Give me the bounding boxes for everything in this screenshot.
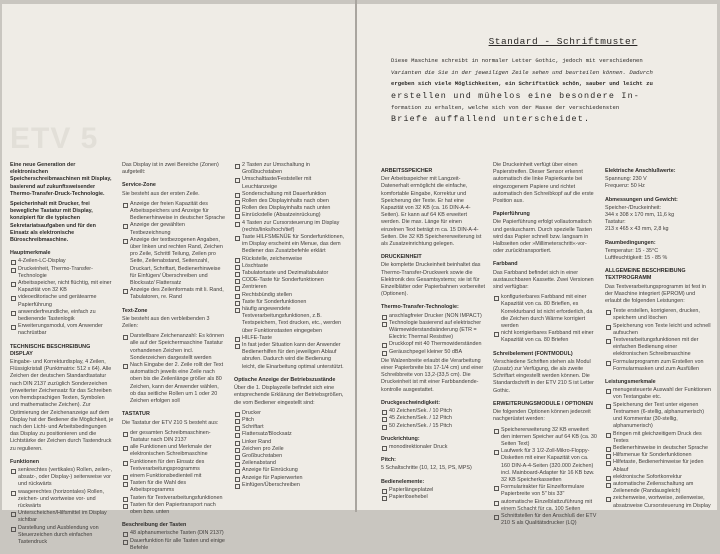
section-heading: Druckrichtung: xyxy=(381,435,420,442)
list-item: konfigurierbares Farbband mit einer Kapazität von ca. 80 Brieflen, es Korrekturband ist nicht erforderlich, da die Zeichen durch Wärme korrigiert werden xyxy=(493,294,597,330)
paragraph: Die Druckeinheit verfügt über einen Papierstreifen. Dieser Sensor erkennt automatisch die linke Papierkante bei eingezogenem Papiere und richtet automatisch den Schreibkopf auf die erste Position aus. xyxy=(493,162,594,205)
feature-list xyxy=(10,467,114,546)
section-heading: Farbband xyxy=(493,261,518,268)
sample-line-normal-2: formation zu erhalten, welche sich von der Masse der verschiedensten xyxy=(391,103,620,111)
section-heading: ALLGEMEINE BESCHREIBUNG TEXTPROGRAMM xyxy=(605,268,686,282)
right-column-3 xyxy=(605,162,713,512)
list-item: Unterscheichen/Hilfsmittel im Display sichtbar xyxy=(10,510,114,524)
list-item: monodirektionaler Druck xyxy=(381,444,485,451)
left-column-3 xyxy=(234,162,346,491)
watermark-text: ETV 5 xyxy=(10,122,99,155)
list-item: der gesamten Schreibmaschinen-Tastatur nach DIN 2137 xyxy=(122,430,226,444)
list-item: Rückstelle, zeichenweise xyxy=(234,256,346,263)
list-item: 45 Zeichen/Sek. / 12 Pitch xyxy=(381,415,485,422)
feature-list xyxy=(122,430,226,516)
list-item: Anzeige für Einrückung xyxy=(234,467,346,474)
right-page xyxy=(357,4,717,527)
list-item: Anzeige der freien Kapazität des Arbeitsspeichers und Anzeige für Bedienerhinweise in deutscher Sprache xyxy=(122,201,226,223)
paragraph: Die Walzenbreite erlaubt die Verarbeitung einer Papierbreite bis 17-1/4 cm) und einer Schreibbreite von 13,2-(33,5 cm). Die Druckeinheit ist mit einer Farbbandende-kontrolle ausgestattet. xyxy=(381,357,484,393)
paragraph: Eingabe- und Korrekturdisplay, 4 Zeilen, Flüssigkristall (Punktmatrix: 512 x 64). Alle Zeichen der deutschen Standardtastatur nach DIN 2137 zuzüglich Sonderzeichen (erweiterter Zeichensatz für das Schreiben von fremdsprachigen Texten, Symbolen und mathematische Zeichen). Zur Optimierung der Zeichenanzeige auf dem Display hat der Bediener die Möglichkeit, je nach den Licht- und Arbeitsbedingungen das Display zu positionieren und die Lichtstärke der Zeichen durch Tastendruck zu regulieren. xyxy=(10,359,114,452)
list-item: Tasten für den Papiertransport nach oben bzw. unten xyxy=(122,502,226,516)
sample-line-wide-2: Briefe auffallend unterscheidet. xyxy=(391,114,591,124)
list-item: Druckkopf mit 40 Thermowiderständen xyxy=(381,341,485,348)
list-item: Einfügen/Überschreiben xyxy=(234,482,346,489)
list-item: Anzeige des Zeilenformats mit li. Rand, Tabulatoren, re. Rand xyxy=(122,287,226,301)
paragraph: Über die 1. Displayzeile befindet sich eine entsprechende Erklärung der Betriebsgrößen, die vom Bediener eingestellt sind: xyxy=(234,385,344,406)
list-item: Bedienerhinweise in deutscher Sprache xyxy=(605,445,713,452)
section-heading: Optische Anzeige der Betriebszustände xyxy=(234,376,336,383)
section-heading: Funktionen xyxy=(10,458,40,465)
list-item: Großbuchstaben xyxy=(234,453,346,460)
list-item: Geräuschpegel kleiner 50 dBA xyxy=(381,349,485,356)
feature-list xyxy=(605,387,713,509)
right-column-2 xyxy=(493,162,597,529)
list-item: senkrechtes (vertikales) Rollen, zeilen-, absatz-, oder Display-) seitenweise vor und rückwärts xyxy=(10,467,114,489)
list-item: Laufwerk für 3 1/2-Zoll-Mikro-Floppy-Disketten mit einer Kapazität von ca. 160 DIN-A-4-Seiten (320.000 Zeichen) incl. Mainboard-Adapter für 16 KB bzw. 32 KB Speicherkassetten xyxy=(493,448,597,484)
list-item: Dauerfunktion für alle Tasten und einige Befehle xyxy=(122,538,226,552)
list-item: Einrückstelle (Absatzeinrückung) xyxy=(234,212,346,219)
list-item: Zeilenabstand xyxy=(234,460,346,467)
paragraph: Spannung: 230 V Frequenz: 50 Hz xyxy=(605,176,647,190)
list-item: Tasten für die Wahl des Arbeitsprogramms xyxy=(122,480,226,494)
paragraph: 5 Schaltschritte (10, 12, 15, PS, MPS) xyxy=(381,465,472,472)
list-item: HILFE-Taste xyxy=(234,335,346,342)
list-item: 4 Tasten zur Cursorsteuerung im Display (rechts/links/hoch/tief) xyxy=(234,220,346,234)
feature-list xyxy=(10,258,114,337)
list-item: Zentrieren xyxy=(234,284,346,291)
list-item: Papierlängeplatzel xyxy=(381,487,485,494)
section-heading: Service-Zone xyxy=(122,182,156,189)
feature-list xyxy=(381,487,485,501)
list-item: Rechtsbündig stellen xyxy=(234,292,346,299)
list-item: Hilfetaste, Bedienerhinweise für jeden Ablauf xyxy=(605,459,713,473)
feature-list xyxy=(381,408,485,430)
list-item: Taste HILFSMENÜE für Sonderfunktionen, im Display erscheint ein Menue, das dem Bediener das Zusatzbefehle erklärt xyxy=(234,234,346,256)
section-heading: Druckgeschwindigkeit: xyxy=(381,399,441,406)
list-item: Rollen des Displayinhalts nach oben xyxy=(234,198,346,205)
list-item: Tasten für Textverarbeitungsfunktionen xyxy=(122,495,226,502)
sample-title: Standard - Schriftmuster xyxy=(488,36,638,47)
list-item: 50 Zeichen/Sek. / 15 Pitch xyxy=(381,423,485,430)
right-column-1 xyxy=(381,162,485,503)
paragraph: Das Textverarbeitungsprogramm ist fest in der Maschine integriert (EPROM) und erlaubt die folgenden Leistungen: xyxy=(605,283,706,305)
list-item: Tabulatortaste und Dezimaltabulator xyxy=(234,270,346,277)
list-item: CODE-Taste für Sonderfunktionen xyxy=(234,277,346,284)
list-item: Speicherung der Text unter eigenen Textnamen (6-stellig, alphanumerisch) und Kommentar (30-stellig, alphanumerisch) xyxy=(605,402,713,431)
section-heading: ERWEITERUNGSMODULE / OPTIONEN xyxy=(493,400,593,407)
list-item: Rollen des Displayinhalts nach unten xyxy=(234,205,346,212)
list-item: Papierlösehebel xyxy=(381,494,485,501)
list-item: Speichererweiterung 32 KB erweitert den internen Speicher auf 64 KB (ca. 30 Seiten Text) xyxy=(493,427,597,449)
list-item: Funktionen für den Einsatz des Textverarbeitungsprogramms xyxy=(122,459,226,473)
list-item: Nach Eingabe der 2. Zeile rollt der Text automatisch jeweils eine Zeile nach oben bis die Zeilenlänge größer als 80 Zeichen, kann der Anwender wählen, ob das seitliche Rollen um 1 oder 20 Zeichen erfolgen soll xyxy=(122,362,226,405)
list-item: Anzeige der textbezogenen Angaben, über linken und rechten Rand, Zeichen pro Zeile, Schrittl Teilung, Zeilen pro Seite, Zeilenabstand, Seitenzahl, Druckart, Schriftart, Bedienerhinweise für Einfügen/ Überschreiben und Blocksatz/ Flattersatz xyxy=(122,237,226,287)
sample-line-italic: Varianten die Sie in der jeweiligen Zeile sehen und beurteilen können. Dadurch xyxy=(391,68,653,76)
list-item: Drucker xyxy=(234,410,346,417)
list-item: Pitch xyxy=(234,417,346,424)
paragraph: Die Tastatur der ETV 210 S besteht aus: xyxy=(122,419,219,426)
list-item: einem Funktionsbedienteil mit xyxy=(122,473,226,480)
sample-line-normal: Diese Maschine schreibt in normaler Letter Gothic, jedoch mit verschiedenen xyxy=(391,57,643,64)
intro-text-2: Speicherinhalt mit Drucker, frei bewegliche Tastatur mit Display, konzipiert für die typischen Sekretariatsaufgaben und für den Einsatz als elektronische Büroschreibmaschine. xyxy=(10,201,96,244)
list-item: anwenderfreundliche, einfach zu bedienende Tastenlogik xyxy=(10,309,114,323)
list-item: Löschtaste xyxy=(234,263,346,270)
paragraph: Temperatur: 15 - 35°C Luftfeuchtigkeit: 15 - 85 % xyxy=(605,247,668,262)
paragraph: Die Papierführung erfolgt vollautomatisch und geräuscharm. Durch spezielle Tasten wird das Papier schnell bzw. langsam in Halbseiten oder »Millimeterschritt«-vor- oder zurücktransportiert. xyxy=(493,219,593,255)
list-item: elektronische Sofortkorrektur xyxy=(605,474,713,481)
section-heading: ARBEITSSPEICHER xyxy=(381,168,433,174)
list-item: Anzeige für Papierwerten xyxy=(234,475,346,482)
list-item: Linker Rand xyxy=(234,439,346,446)
paragraph: Das Display ist in zwei Bereiche (Zonen) aufgeteilt: xyxy=(122,162,219,176)
list-item: alle Funktionen und Merkmale der elektronischen Schreibmaschine xyxy=(122,444,226,458)
list-item: Flattersatz/Blocksatz xyxy=(234,431,346,438)
feature-list xyxy=(381,313,485,356)
paragraph: Der Arbeitsspeicher mit Langzeit-Datenerhalt ermöglicht die einfache, komfortable Eingabe, Korrektur und Speicherung der Texte. Er hat eine Kapazität von 32 KB (ca. 16 DIN-A-4-Seiten). Er kann auf 64 KB erweitert werden. Die max. Länge für einen einzelnen Text beträgt m ca. 15 DIN-A-4-Seiten. Die 32 KB Speichererweiterung ist als Zusatzeinrichtung gelegen. xyxy=(381,176,482,248)
list-item: Arbeitsspeicher, nicht flüchtig, mit einer Kapazität von 32 KB xyxy=(10,280,114,294)
paragraph: Die komplette Druckeinheit beinhaltet das Thermo-Transfer-Druckwerk sowie die Elektronik des Gesamtsystems; sie ist für Einzelblätter oder Papierbahnen vorbereitet (Optionen). xyxy=(381,262,485,298)
left-page xyxy=(2,4,355,551)
left-column-1 xyxy=(10,162,114,548)
font-sample-block xyxy=(383,36,703,125)
feature-list xyxy=(122,530,226,552)
list-item: 40 Zeichen/Sek. / 10 Pitch xyxy=(381,408,485,415)
paragraph: Verschiedene Schriften stehen als Modul (Zusatz) zur Verfügung, die als zweite Schriftart eingestellt werden können. Die Standardschrift in der ETV 210 S ist Letter Gothic. xyxy=(493,358,594,394)
list-item: 2 Tasten zur Umschaltung in Großbuchstaben xyxy=(234,162,346,176)
list-item: In fast jeder Situation kann der Anwender Bedienerhilfen für den jeweiligen Ablauf abrufen. Dadurch wird die Bedienung leicht, die Einarbeitung optimal unterstützt. xyxy=(234,342,346,371)
feature-list xyxy=(493,427,597,528)
list-item: waagerechtes (horizontales) Rollen, zeichen- und wortweise vor- und rückwärts xyxy=(10,489,114,511)
section-heading: Hauptmerkmale xyxy=(10,250,51,257)
list-item: Anzeige der gewählten Textbezeichnung xyxy=(122,222,226,236)
feature-list xyxy=(605,308,713,373)
list-item: Schriftart xyxy=(234,424,346,431)
section-heading: Bedienelemente: xyxy=(381,478,425,485)
list-item: Darstellbare Zeichenanzahl: Es können alle auf der Speichermaschine Tastatur vorhandenen Zeichen incl. Sonderzeichen dargestellt werden xyxy=(122,333,226,362)
sample-line-bold: ergeben sich viele Möglichkeiten, ein Schriftstück schön, sauber und leicht zu xyxy=(391,80,653,87)
list-item: Sonderschaltung mit Dauerfunktion xyxy=(234,191,346,198)
list-item: Speicherung von Texte leicht und schnell aufsuchen xyxy=(605,323,713,337)
section-heading: Papierführung xyxy=(493,211,530,218)
list-item: zeichenweise, wortweise, zeilenweise, absatzweise Cursorsteuerung im Display xyxy=(605,495,713,509)
section-heading: Raumbedingungen: xyxy=(605,239,656,246)
list-item: Zeichen pro Zeile xyxy=(234,446,346,453)
list-item: Druckeinheit, Thermo-Transfer-Technologie xyxy=(10,266,114,280)
section-heading: Leistungsmerkmale xyxy=(605,379,656,386)
feature-list xyxy=(122,201,226,302)
list-item: Hilfsmenue für Sonderfunktionen xyxy=(605,452,713,459)
paragraph: Speicher-/Druckeinheit: 344 x 308 x 170 mm, 11,6 kg Tastatur: 213 x 465 x 43 mm, 2,8 kg xyxy=(605,204,675,233)
section-heading: TASTATUR xyxy=(122,411,150,418)
section-heading: Abmessungen und Gewicht: xyxy=(605,196,678,203)
list-item: 4-Zeilen-LC-Display xyxy=(10,258,114,265)
feature-list xyxy=(493,294,597,344)
paragraph: Sie besteht aus den verbleibenden 3 Zeilen: xyxy=(122,315,210,330)
section-heading: Text-Zone xyxy=(122,307,148,314)
list-item: Formularirakter für Einzelformulare Papierbreite von 5" bis 33" xyxy=(493,484,597,498)
list-item: Schnittstellen für den Anschluß der ETV 210 S als Qualitätsdrucker (LQ) xyxy=(493,513,597,527)
list-item: Technologie basierend auf elektrischer Wärmewiderstandsänderung (ETR = Electric Thermal Resistive) xyxy=(381,320,485,342)
list-item: anschlagfreier Drucker (NON IMPACT) xyxy=(381,313,485,320)
list-item: menugesteuerte Auswahl der Funktionen von Textangabe etc. xyxy=(605,387,713,401)
list-item: Formularprogramm zum Erstellen von Formularmasken und zum Ausfüllen xyxy=(605,359,713,373)
section-heading: DRUCKEINHEIT xyxy=(381,254,422,261)
sample-line-wide: erstellen und mühelos eine besondere In- xyxy=(391,90,641,101)
left-column-2 xyxy=(122,162,226,554)
list-item: häufig angewendete Textverarbeitungsfunktionen, z.B. Textspeichern, Text drucken, etc., werden über Funktionstasten eingegeben xyxy=(234,306,346,335)
section-heading: Elektrische Anschlußwerte: xyxy=(605,168,676,174)
list-item: Bringen mit gleichzeitigem Druck des Textes xyxy=(605,431,713,445)
list-item: automatische Zeilenschaltung am Zeilenende (Randausgleich) xyxy=(605,481,713,495)
paragraph: Das Farbband befindet sich in einer austauschbaren Kassette. Zwei Versionen sind verfügbar: xyxy=(493,269,594,291)
list-item: videoeditorische und gerätearme Papierführung xyxy=(10,294,114,308)
list-item: Umschalttaste/Feststeller mit Leuchtanzeige xyxy=(234,176,346,190)
list-item: automatische Einzelblattzuführung mit einem Schacht für ca. 100 Seiten xyxy=(493,499,597,513)
paragraph: Sie besteht aus der ersten Zeile. xyxy=(122,190,200,197)
list-item: Erweiterungsmodul, vom Anwender nachrüstbar xyxy=(10,323,114,337)
list-item: Textverarbeitungsfunktionen mit der einfachen Bedienung einer elektronischen Schreibmaschine xyxy=(605,337,713,359)
list-item: 48 alphanumerische Tasten (DIN 2137) xyxy=(122,530,226,537)
section-heading: Thermo-Transfer-Technologie: xyxy=(381,304,459,311)
list-item: Texte erstellen, korrigieren, drucken, speichern und löschen xyxy=(605,308,713,322)
section-heading: Pitch: xyxy=(381,457,396,464)
list-item: Taste für Sonderfunktionen xyxy=(234,299,346,306)
list-item: nicht korrigierbares Farbband mit einer Kapazität von ca. 80 Briefen xyxy=(493,330,597,344)
list-item: Darstellung und Ausblendung von Steuerzeichen durch einfachen Tastendruck xyxy=(10,525,114,547)
feature-list xyxy=(122,333,226,405)
feature-list xyxy=(381,444,485,451)
section-heading: Beschreibung der Tasten xyxy=(122,522,187,529)
intro-text: Eine neue Generation der elektronischen Speicherschreibmaschinen mit Display, basierend auf zukunftsweisender Thermo-Transfer-Druck-Technologie. xyxy=(10,162,112,197)
section-heading: Schreibelement (FONTMODUL) xyxy=(493,350,573,357)
feature-list xyxy=(234,410,346,489)
feature-list xyxy=(234,162,346,371)
section-heading: TECHNISCHE BESCHREIBUNG DISPLAY xyxy=(10,343,91,357)
paragraph: Die folgenden Optionen können jederzeit nachgerüstet werden: xyxy=(493,409,591,423)
